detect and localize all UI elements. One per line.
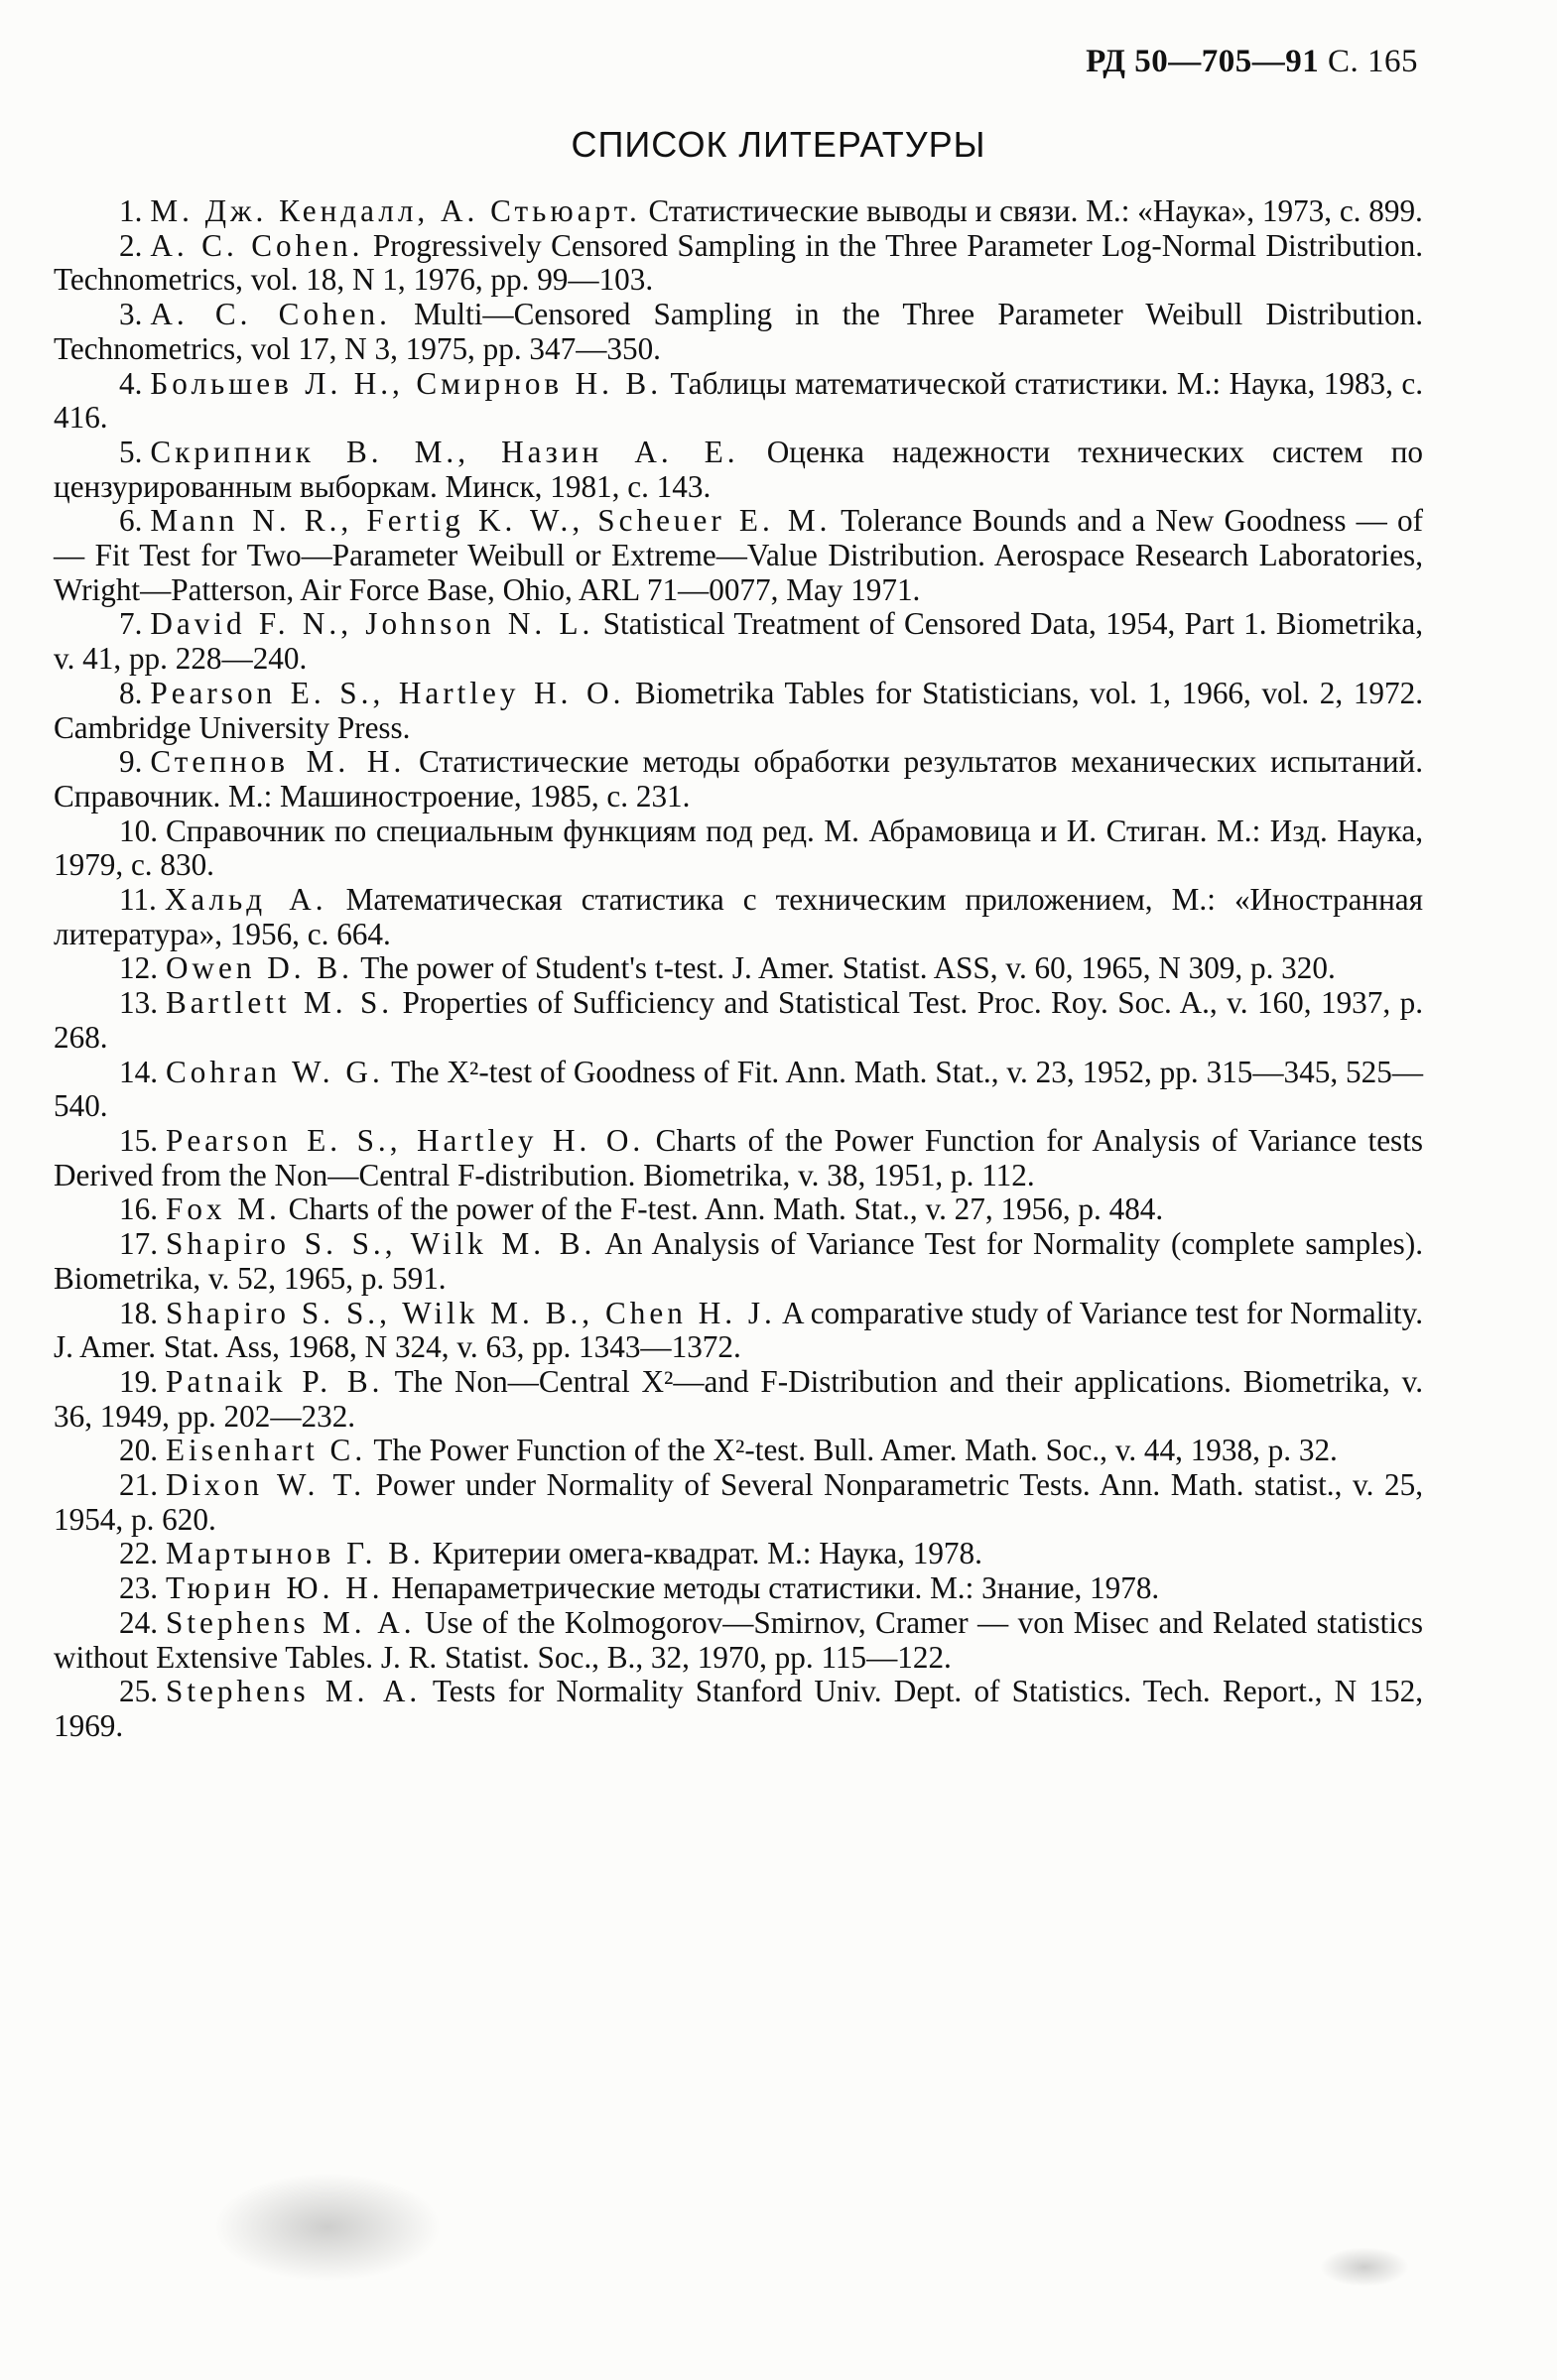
reference-author: Хальд А. xyxy=(164,882,327,918)
reference-text: Таблицы математической статистики. М.: Наука, 1983, с. 416. xyxy=(54,365,1424,436)
reference-text: Математическая статистика с техническим приложением, М.: «Иностранная литература», 1956, с. 664. xyxy=(54,882,1423,951)
reference-author: Owen D. B. xyxy=(165,950,353,986)
reference-number: 7. xyxy=(119,606,143,642)
reference-text: The Power Function of the X²-test. Bull. Amer. Math. Soc., v. 44, 1938, p. 32. xyxy=(373,1433,1338,1468)
reference-number: 5. xyxy=(119,434,143,469)
page-number: С. 165 xyxy=(1327,44,1418,79)
reference-item xyxy=(54,745,1423,814)
reference-author: Eisenhart C. xyxy=(165,1433,367,1468)
reference-text: The Non—Central X²—and F-Distribution and their applications. Biometrika, v. 36, 1949, pp. 202—232. xyxy=(54,1363,1423,1434)
reference-item xyxy=(54,1227,1423,1296)
reference-number: 10. xyxy=(119,813,158,848)
reference-item xyxy=(54,1675,1423,1743)
reference-text: Charts of the power of the F-test. Ann. Math. Stat., v. 27, 1956, p. 484. xyxy=(288,1191,1164,1227)
reference-item xyxy=(54,436,1423,504)
reference-text: Статистические выводы и связи. М.: «Наука», 1973, с. 899. xyxy=(648,193,1423,228)
reference-item xyxy=(54,298,1423,366)
reference-author: М. Дж. Кендалл, А. Стьюарт. xyxy=(150,193,641,228)
reference-number: 1. xyxy=(119,193,143,228)
reference-item xyxy=(54,1192,1423,1227)
reference-text: Multi—Censored Sampling in the Three Parameter Weibull Distribution. Technometrics, vol 17, N 3, 1975, pp. 347—350. xyxy=(54,297,1424,366)
reference-item xyxy=(54,1124,1423,1192)
page-title: СПИСОК ЛИТЕРАТУРЫ xyxy=(571,124,986,165)
reference-author: Bartlett M. S. xyxy=(165,985,394,1021)
reference-number: 17. xyxy=(119,1226,158,1262)
reference-number: 24. xyxy=(119,1604,158,1640)
reference-text: Statistical Treatment of Censored Data, 1954, Part 1. Biometrika, v. 41, pp. 228—240. xyxy=(54,606,1423,677)
reference-text: Tolerance Bounds and a New Goodness — of — Fit Test for Two—Parameter Weibull or Extreme—Value Distribution. Aerospace Research Laboratories, Wright—Patterson, Air Force Base, Ohio, ARL 71—0077, May 1971. xyxy=(54,503,1423,607)
reference-number: 8. xyxy=(119,675,143,710)
reference-author: Fox M. xyxy=(165,1191,281,1227)
reference-item xyxy=(54,1537,1423,1571)
reference-number: 14. xyxy=(119,1054,158,1089)
reference-author: Dixon W. T. xyxy=(165,1467,365,1503)
reference-item xyxy=(54,504,1423,607)
reference-text: A comparative study of Variance test for Normality. J. Amer. Stat. Ass, 1968, N 324, v. 63, pp. 1343—1372. xyxy=(54,1295,1424,1365)
reference-author: Patnaik P. B. xyxy=(165,1363,384,1399)
reference-author: Степнов М. Н. xyxy=(150,744,406,780)
reference-text: Оценка надежности технических систем по цензурированным выборкам. Минск, 1981, с. 143. xyxy=(54,434,1423,504)
reference-text: Непараметрические методы статистики. М.: Знание, 1978. xyxy=(391,1570,1160,1606)
reference-number: 2. xyxy=(119,227,143,263)
reference-number: 21. xyxy=(119,1467,158,1503)
reference-text: Charts of the Power Function for Analysis of Variance tests Derived from the Non—Central F-distribution. Biometrika, v. 38, 1951, p. 112. xyxy=(54,1122,1423,1192)
reference-author: Pearson E. S., Hartley H. O. xyxy=(165,1122,645,1158)
scan-smudge xyxy=(1320,2247,1409,2287)
reference-author: А. С. Cohen. xyxy=(150,227,364,263)
reference-item xyxy=(54,367,1423,436)
reference-item xyxy=(54,607,1423,676)
reference-item xyxy=(54,814,1423,883)
reference-author: Stephens M. A. xyxy=(165,1674,422,1709)
reference-author: Shapiro S. S., Wilk M. B., Chen H. J. xyxy=(165,1295,776,1330)
reference-item xyxy=(54,677,1423,745)
reference-item xyxy=(54,194,1423,229)
reference-number: 9. xyxy=(119,744,143,780)
reference-list xyxy=(54,194,1423,1744)
reference-number: 12. xyxy=(119,950,158,986)
reference-author: David F. N., Johnson N. L. xyxy=(150,606,594,642)
reference-item xyxy=(54,1365,1423,1434)
reference-number: 20. xyxy=(119,1433,158,1468)
reference-text: Use of the Kolmogorov—Smirnov, Cramer — von Misec and Related statistics without Extensive Tables. J. R. Statist. Soc., B., 32, 1970, pp. 115—122. xyxy=(54,1604,1423,1675)
reference-text: Biometrika Tables for Statisticians, vol. 1, 1966, vol. 2, 1972. Cambridge University Press. xyxy=(54,675,1423,745)
reference-text: Статистические методы обработки результатов механических испытаний. Справочник. М.: Машиностроение, 1985, с. 231. xyxy=(54,744,1424,814)
reference-text: Критерии омега-квадрат. М.: Наука, 1978. xyxy=(432,1536,982,1571)
reference-text: Properties of Sufficiency and Statistical Test. Proc. Roy. Soc. A., v. 160, 1937, p. 268. xyxy=(54,985,1424,1055)
reference-number: 6. xyxy=(119,503,143,539)
reference-number: 19. xyxy=(119,1363,158,1399)
reference-item xyxy=(54,951,1423,986)
reference-item xyxy=(54,1297,1423,1365)
reference-item xyxy=(54,986,1423,1055)
reference-author: Mann N. R., Fertig K. W., Scheuer E. M. xyxy=(150,503,832,539)
reference-number: 25. xyxy=(119,1674,158,1709)
reference-author: А. С. Cohen. xyxy=(150,297,391,332)
reference-text: Справочник по специальным функциям под ред. М. Абрамовица и И. Стиган. М.: Изд. Наука, 1979, с. 830. xyxy=(54,813,1423,883)
scan-smudge xyxy=(213,2173,442,2282)
reference-number: 16. xyxy=(119,1191,158,1227)
reference-item xyxy=(54,1056,1423,1124)
reference-number: 13. xyxy=(119,985,158,1021)
page-header xyxy=(1086,44,1418,80)
reference-author: Большев Л. Н., Смирнов Н. В. xyxy=(150,365,663,401)
reference-item xyxy=(54,883,1423,951)
reference-number: 4. xyxy=(119,365,143,401)
reference-author: Мартынов Г. В. xyxy=(165,1536,425,1571)
reference-text: Tests for Normality Stanford Univ. Dept. of Statistics. Tech. Report., N 152, 1969. xyxy=(54,1674,1423,1743)
reference-author: Cohran W. G. xyxy=(165,1054,384,1089)
reference-text: An Analysis of Variance Test for Normality (complete samples). Biometrika, v. 52, 1965, p. 591. xyxy=(54,1226,1424,1296)
reference-author: Pearson E. S., Hartley H. O. xyxy=(150,675,625,710)
reference-text: The X²-test of Goodness of Fit. Ann. Math. Stat., v. 23, 1952, pp. 315—345, 525—540. xyxy=(54,1054,1424,1124)
reference-text: Power under Normality of Several Nonparametric Tests. Ann. Math. statist., v. 25, 1954, p. 620. xyxy=(54,1467,1424,1537)
reference-number: 3. xyxy=(119,297,143,332)
reference-item xyxy=(54,1606,1423,1675)
reference-text: The power of Student's t-test. J. Amer. Statist. ASS, v. 60, 1965, N 309, p. 320. xyxy=(360,950,1336,986)
document-code: РД 50—705—91 xyxy=(1086,44,1320,79)
reference-number: 18. xyxy=(119,1295,158,1330)
reference-number: 15. xyxy=(119,1122,158,1158)
reference-item xyxy=(54,229,1423,298)
reference-number: 22. xyxy=(119,1536,158,1571)
reference-author: Stephens M. A. xyxy=(165,1604,416,1640)
reference-item xyxy=(54,1571,1423,1606)
reference-item xyxy=(54,1468,1423,1537)
reference-author: Скрипник В. М., Назин А. Е. xyxy=(150,434,739,469)
reference-text: Progressively Censored Sampling in the Three Parameter Log-Normal Distribution. Technometrics, vol. 18, N 1, 1976, pp. 99—103. xyxy=(54,227,1423,298)
reference-author: Shapiro S. S., Wilk M. B. xyxy=(165,1226,596,1262)
reference-author: Тюрин Ю. Н. xyxy=(165,1570,384,1606)
reference-item xyxy=(54,1434,1423,1468)
reference-number: 23. xyxy=(119,1570,158,1606)
reference-number: 11. xyxy=(119,882,157,918)
